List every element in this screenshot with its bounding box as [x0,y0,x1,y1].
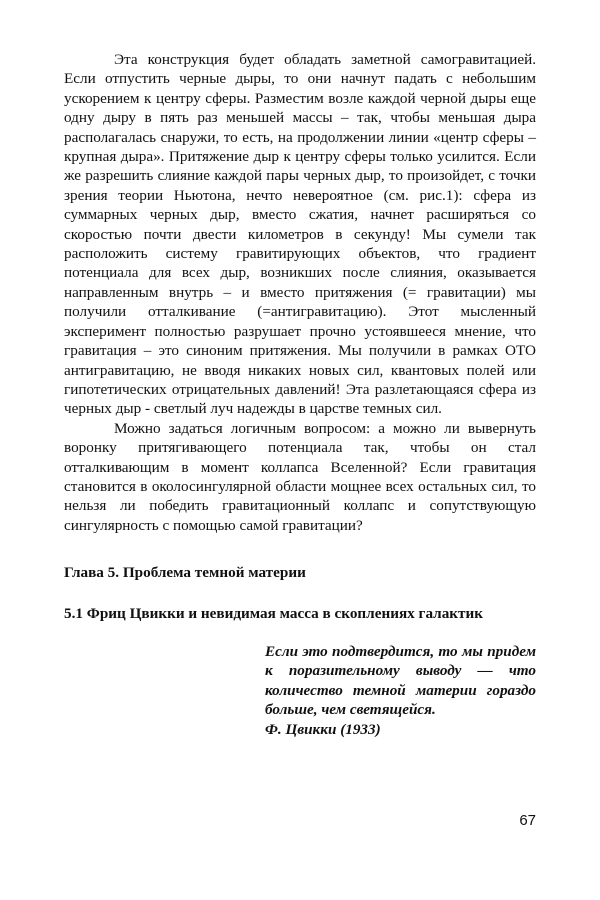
body-paragraph-1: Эта конструкция будет обладать заметной самогравитацией. Если отпустить черные дыры, то они начнут падать с небольшим ускорением к центру сферы. Разместим возле каждой черной дыры еще одну дыру в пять раз меньшей массы – так, чтобы меньшая дыра располагалась снаружи, то есть, на продолжении линии «центр сферы – крупная дыра». Притяжение дыр к центру сферы только усилится. Если же разрешить слияние каждой пары черных дыр, то произойдет, с точки зрения теории Ньютона, нечто невероятное (см. рис.1): сфера из суммарных черных дыр, вместо сжатия, начнет расширяться со скоростью почти двести километров в секунду! Мы сумели так расположить систему гравитирующих объектов, что градиент потенциала для всех дыр, возникших после слияния, оказывается направленным внутрь – и вместо притяжения (= гравитации) мы получили отталкивание (=антигравитацию). Этот мысленный эксперимент полностью разрушает прочно устоявшееся мнение, что гравитация – это синоним притяжения. Мы получили в рамках ОТО антигравитацию, не вводя никаких новых сил, квантовых полей или гипотетических отрицательных давлений! Эта разлетающаяся сфера из черных дыр - светлый луч надежды в царстве темных сил. [64,51,536,418]
section-heading: 5.1 Фриц Цвикки и невидимая масса в скоплениях галактик [64,604,484,622]
chapter-heading: Глава 5. Проблема темной материи [64,564,306,582]
page-content [64,50,536,739]
epigraph [265,642,536,739]
epigraph-quote: Если это подтвердится, то мы придем к поразительному выводу — что количество темной материи гораздо больше, чем светящейся. [265,642,536,719]
epigraph-author: Ф. Цвикки (1933) [265,720,381,738]
body-paragraph-2: Можно задаться логичным вопросом: а можно ли вывернуть воронку притягивающего потенциала так, чтобы он стал отталкивающим в момент коллапса Вселенной? Если гравитация становится в околосингулярной области мощнее всех остальных сил, то нельзя ли победить гравитационный коллапс и сопутствующую сингулярность с помощью самой гравитации? [64,419,536,534]
page-number: 67 [519,812,536,829]
